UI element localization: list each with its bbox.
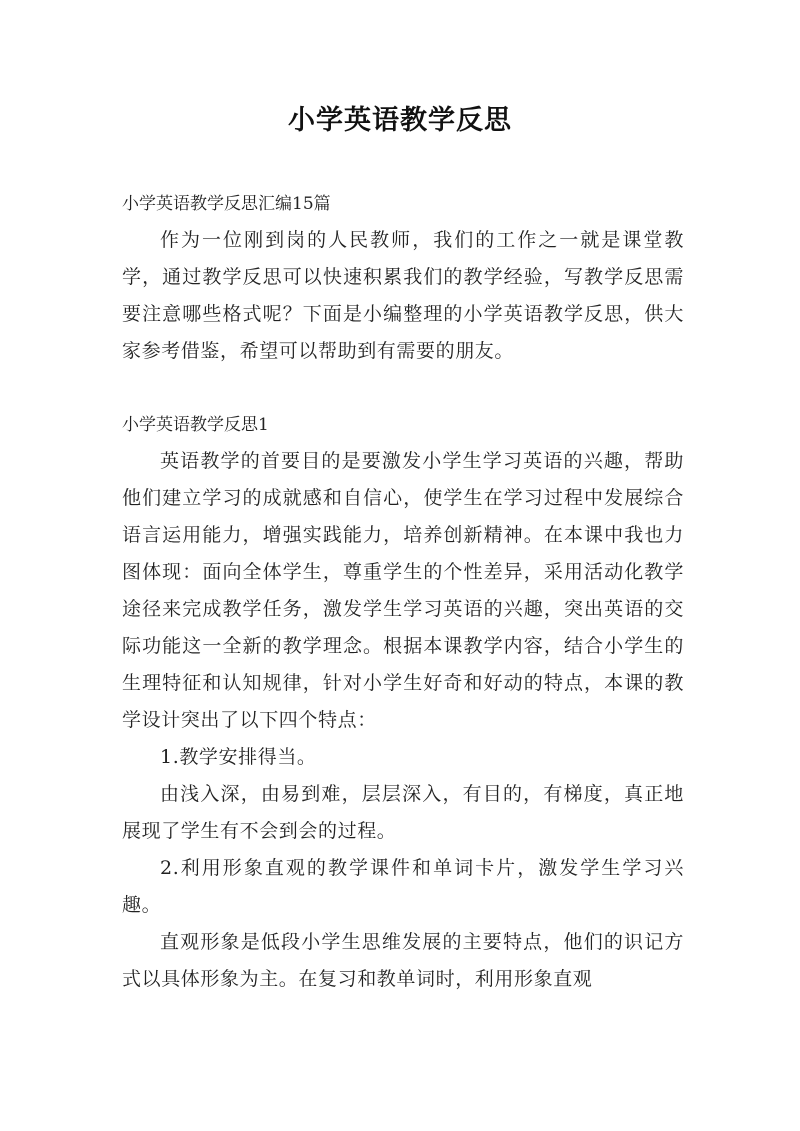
document-subtitle: 小学英语教学反思汇编15篇 [122, 194, 331, 214]
body-paragraph: 直观形象是低段小学生思维发展的主要特点，他们的识记方式以具体形象为主。在复习和教单词时，利用形象直观 [122, 931, 684, 990]
document-title: 小学英语教学反思 [288, 105, 512, 136]
list-item-heading: 2.利用形象直观的教学课件和单词卡片，激发学生学习兴趣。 [122, 857, 684, 916]
body-paragraph: 由浅入深，由易到难，层层深入，有目的，有梯度，真正地展现了学生有不会到会的过程。 [122, 783, 684, 842]
intro-paragraph: 作为一位刚到岗的人民教师，我们的工作之一就是课堂教学，通过教学反思可以快速积累我们的教学经验，写教学反思需要注意哪些格式呢？下面是小编整理的小学英语教学反思，供大家参考借鉴，希望可以帮助到有需要的朋友。 [122, 229, 684, 362]
section-heading: 小学英语教学反思1 [122, 415, 269, 435]
body-paragraph: 英语教学的首要目的是要激发小学生学习英语的兴趣，帮助他们建立学习的成就感和自信心，使学生在学习过程中发展综合语言运用能力，增强实践能力，培养创新精神。在本课中我也力图体现：面向全体学生，尊重学生的个性差异，采用活动化教学途径来完成教学任务，激发学生学习英语的兴趣，突出英语的交际功能这一全新的教学理念。根据本课教学内容，结合小学生的生理特征和认知规律，针对小学生好奇和好动的特点，本课的教学设计突出了以下四个特点： [122, 450, 684, 731]
list-item-heading: 1.教学安排得当。 [160, 746, 317, 768]
document-body [122, 186, 684, 998]
section-spacer [122, 370, 684, 407]
